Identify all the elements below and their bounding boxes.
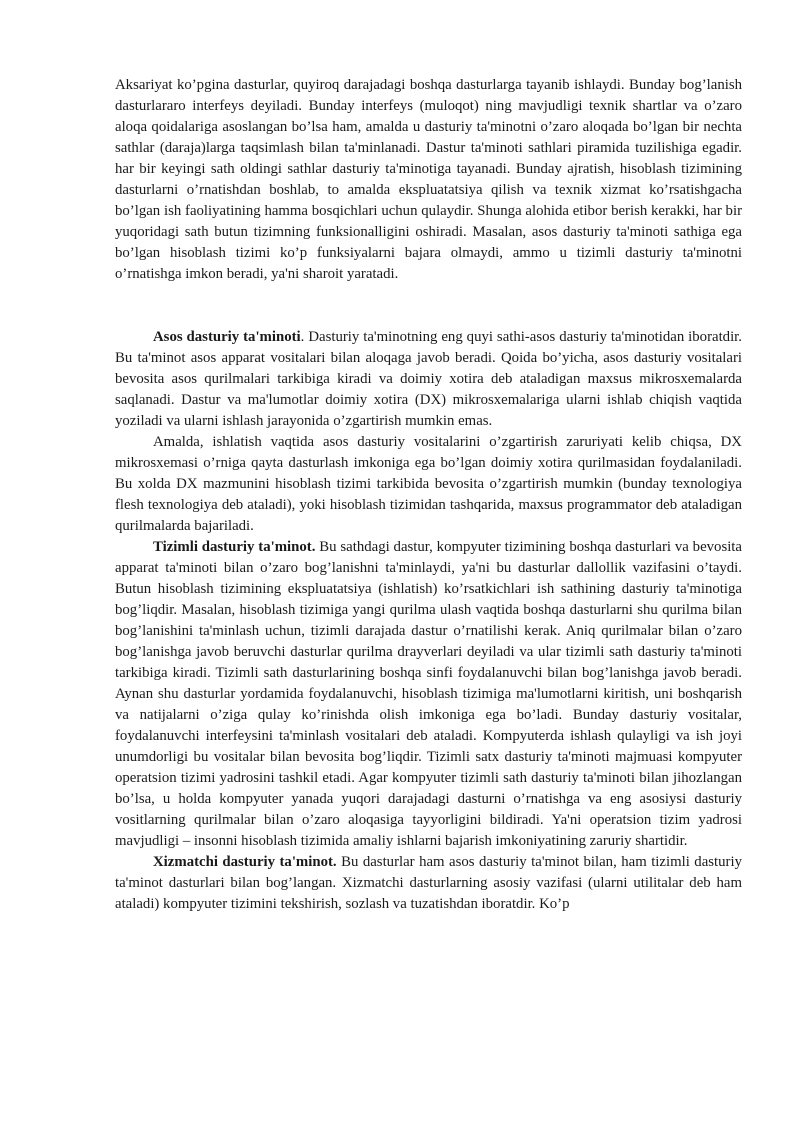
system-software-text: Bu sathdagi dastur, kompyuter tizimining boshqa dasturlari va bevosita apparat ta'minoti bilan o’zaro bog’lanishni ta'minlaydi, ya'ni bu dasturlar dallollik vazifasini o’taydi. Butun hisoblash tizimining ekspluatatsiya (ishlatish) ko’rsatkichlari ish sathining dasturiy ta'minotiga bog’liqdir. Masalan, hisoblash tizimiga yangi qurilma ulash vaqtida boshqa dasturlarni shu qurilma bilan bog’lanishini ta'minlash uchun, tizimli darajada dastur o’rnatilishi kerak. Aniq qurilmalar bilan o’zaro bog’lanishga javob beruvchi dasturlar qurilma drayverlari deyiladi va ular tizimli sath dasturiy ta'minoti tarkibiga kiradi. Tizimli sath dasturlarining boshqa sinfi foydalanuvchi bilan bog’lanishga javob beradi. Aynan shu dasturlar yordamida foydalanuvchi, hisoblash tizimiga ma'lumotlarni kiritish, uni boshqarish va natijalarni o’ziga qulay ko’rinishda olish imkoniga ega bo’ladi. Bunday dasturiy vositalar, foydalanuvchi interfeysini ta'minlash vositalari deb ataladi. Kompyuterda ishlash qulayligi va ish joyi unumdorligi bu vositalar bilan bevosita bog’liqdir. Tizimli satx dasturiy ta'minoti majmuasi kompyuter operatsion tizimi yadrosini tashkil etadi. Agar kompyuter tizimli sath dasturiy ta'minoti bilan jihozlangan bo’lsa, u holda kompyuter yanada yuqori darajadagi dasturni o’rnatishga va eng asosiysi dasturiy vositlarning qurilmalar bilan o’zaro aloqasiga tayyorligini bildiradi. Ya'ni operatsion tizim yadrosi mavjudligi – insonni hisoblash tizimida amaliy ishlarni bajarish imkoniyatining zaruriy shartidir.	[115, 539, 742, 849]
service-software-term: Xizmatchi dasturiy ta'minot.	[153, 854, 337, 870]
base-software-paragraph	[115, 327, 742, 432]
base-software-continued-paragraph: Amalda, ishlatish vaqtida asos dasturiy vositalarini o’zgartirish zaruriyati kelib chiqsa, DX mikrosxemasi o’rniga qayta dasturlash imkoniga ega bo’lgan doimiy xotira qurilmasidan foydalaniladi. Bu xolda DX mazmunini hisoblash tizimi tarkibida bevosita o’zgartirish mumkin (bunday texnologiya flesh texnologiya deb ataladi), yoki hisoblash tizimidan tashqarida, maxsus programmator deb ataladigan qurilmalarda bajariladi.	[115, 434, 742, 534]
document-page	[115, 75, 742, 915]
service-software-text: Bu dasturlar ham asos dasturiy ta'minot bilan, ham tizimli dasturiy ta'minot dasturlari bilan bog’langan. Xizmatchi dasturlarning asosiy vazifasi (ularni utilitalar deb ham ataladi) kompyuter tizimini tekshirish, sozlash va tuzatishdan iboratdir. Ko’p	[115, 854, 742, 912]
service-software-paragraph	[115, 852, 742, 915]
section-spacer	[115, 285, 742, 327]
base-software-text: . Dasturiy ta'minotning eng quyi sathi-asos dasturiy ta'minotidan iboratdir. Bu ta'minot asos apparat vositalari bilan aloqaga javob beradi. Qoida bo’yicha, asos dasturiy vositalari bevosita asos qurilmalari tarkibiga kiradi va doimiy xotira deb ataladigan maxsus mikrosxemalarda saqlanadi. Dastur va ma'lumotlar doimiy xotira (DX) mikrosxemalariga ularni ishlab chiqish vaqtida yoziladi va ularni ishlash jarayonida o’zgartirish mumkin emas.	[115, 329, 742, 429]
base-software-term: Asos dasturiy ta'minoti	[153, 329, 301, 345]
intro-paragraph: Aksariyat ko’pgina dasturlar, quyiroq darajadagi boshqa dasturlarga tayanib ishlaydi. Bunday bog’lanish dasturlararo interfeys deyiladi. Bunday interfeys (muloqot) ning mavjudligi texnik shartlar va o’zaro aloqa qoidalariga asoslangan bo’lsa ham, amalda u dasturiy ta'minotni o’zaro aloqada bo’lgan bir nechta sathlar (daraja)larga taqsimlash bilan ta'minlanadi. Dastur ta'minoti sathlari piramida tuzilishiga egadir. har bir keyingi sath oldingi sathlar dasturiy ta'minotiga tayanadi. Bunday ajratish, hisoblash tizimining dasturlarni o’rnatishdan boshlab, to amalda ekspluatatsiya qilish va texnik xizmat ko’rsatishgacha bo’lgan ish faoliyatining hamma bosqichlari uchun qulaydir. Shunga alohida etibor berish kerakki, har bir yuqoridagi sath butun tizimning funksionalligini oshiradi. Masalan, asos dasturiy ta'minoti sathiga ega bo’lgan hisoblash tizimi ko’p funksiyalarni bajara olmaydi, ammo u tizimli dasturiy ta'minotni o’rnatishga imkon beradi, ya'ni sharoit yaratadi.	[115, 77, 742, 282]
system-software-term: Tizimli dasturiy ta'minot.	[153, 539, 316, 555]
system-software-paragraph	[115, 537, 742, 852]
